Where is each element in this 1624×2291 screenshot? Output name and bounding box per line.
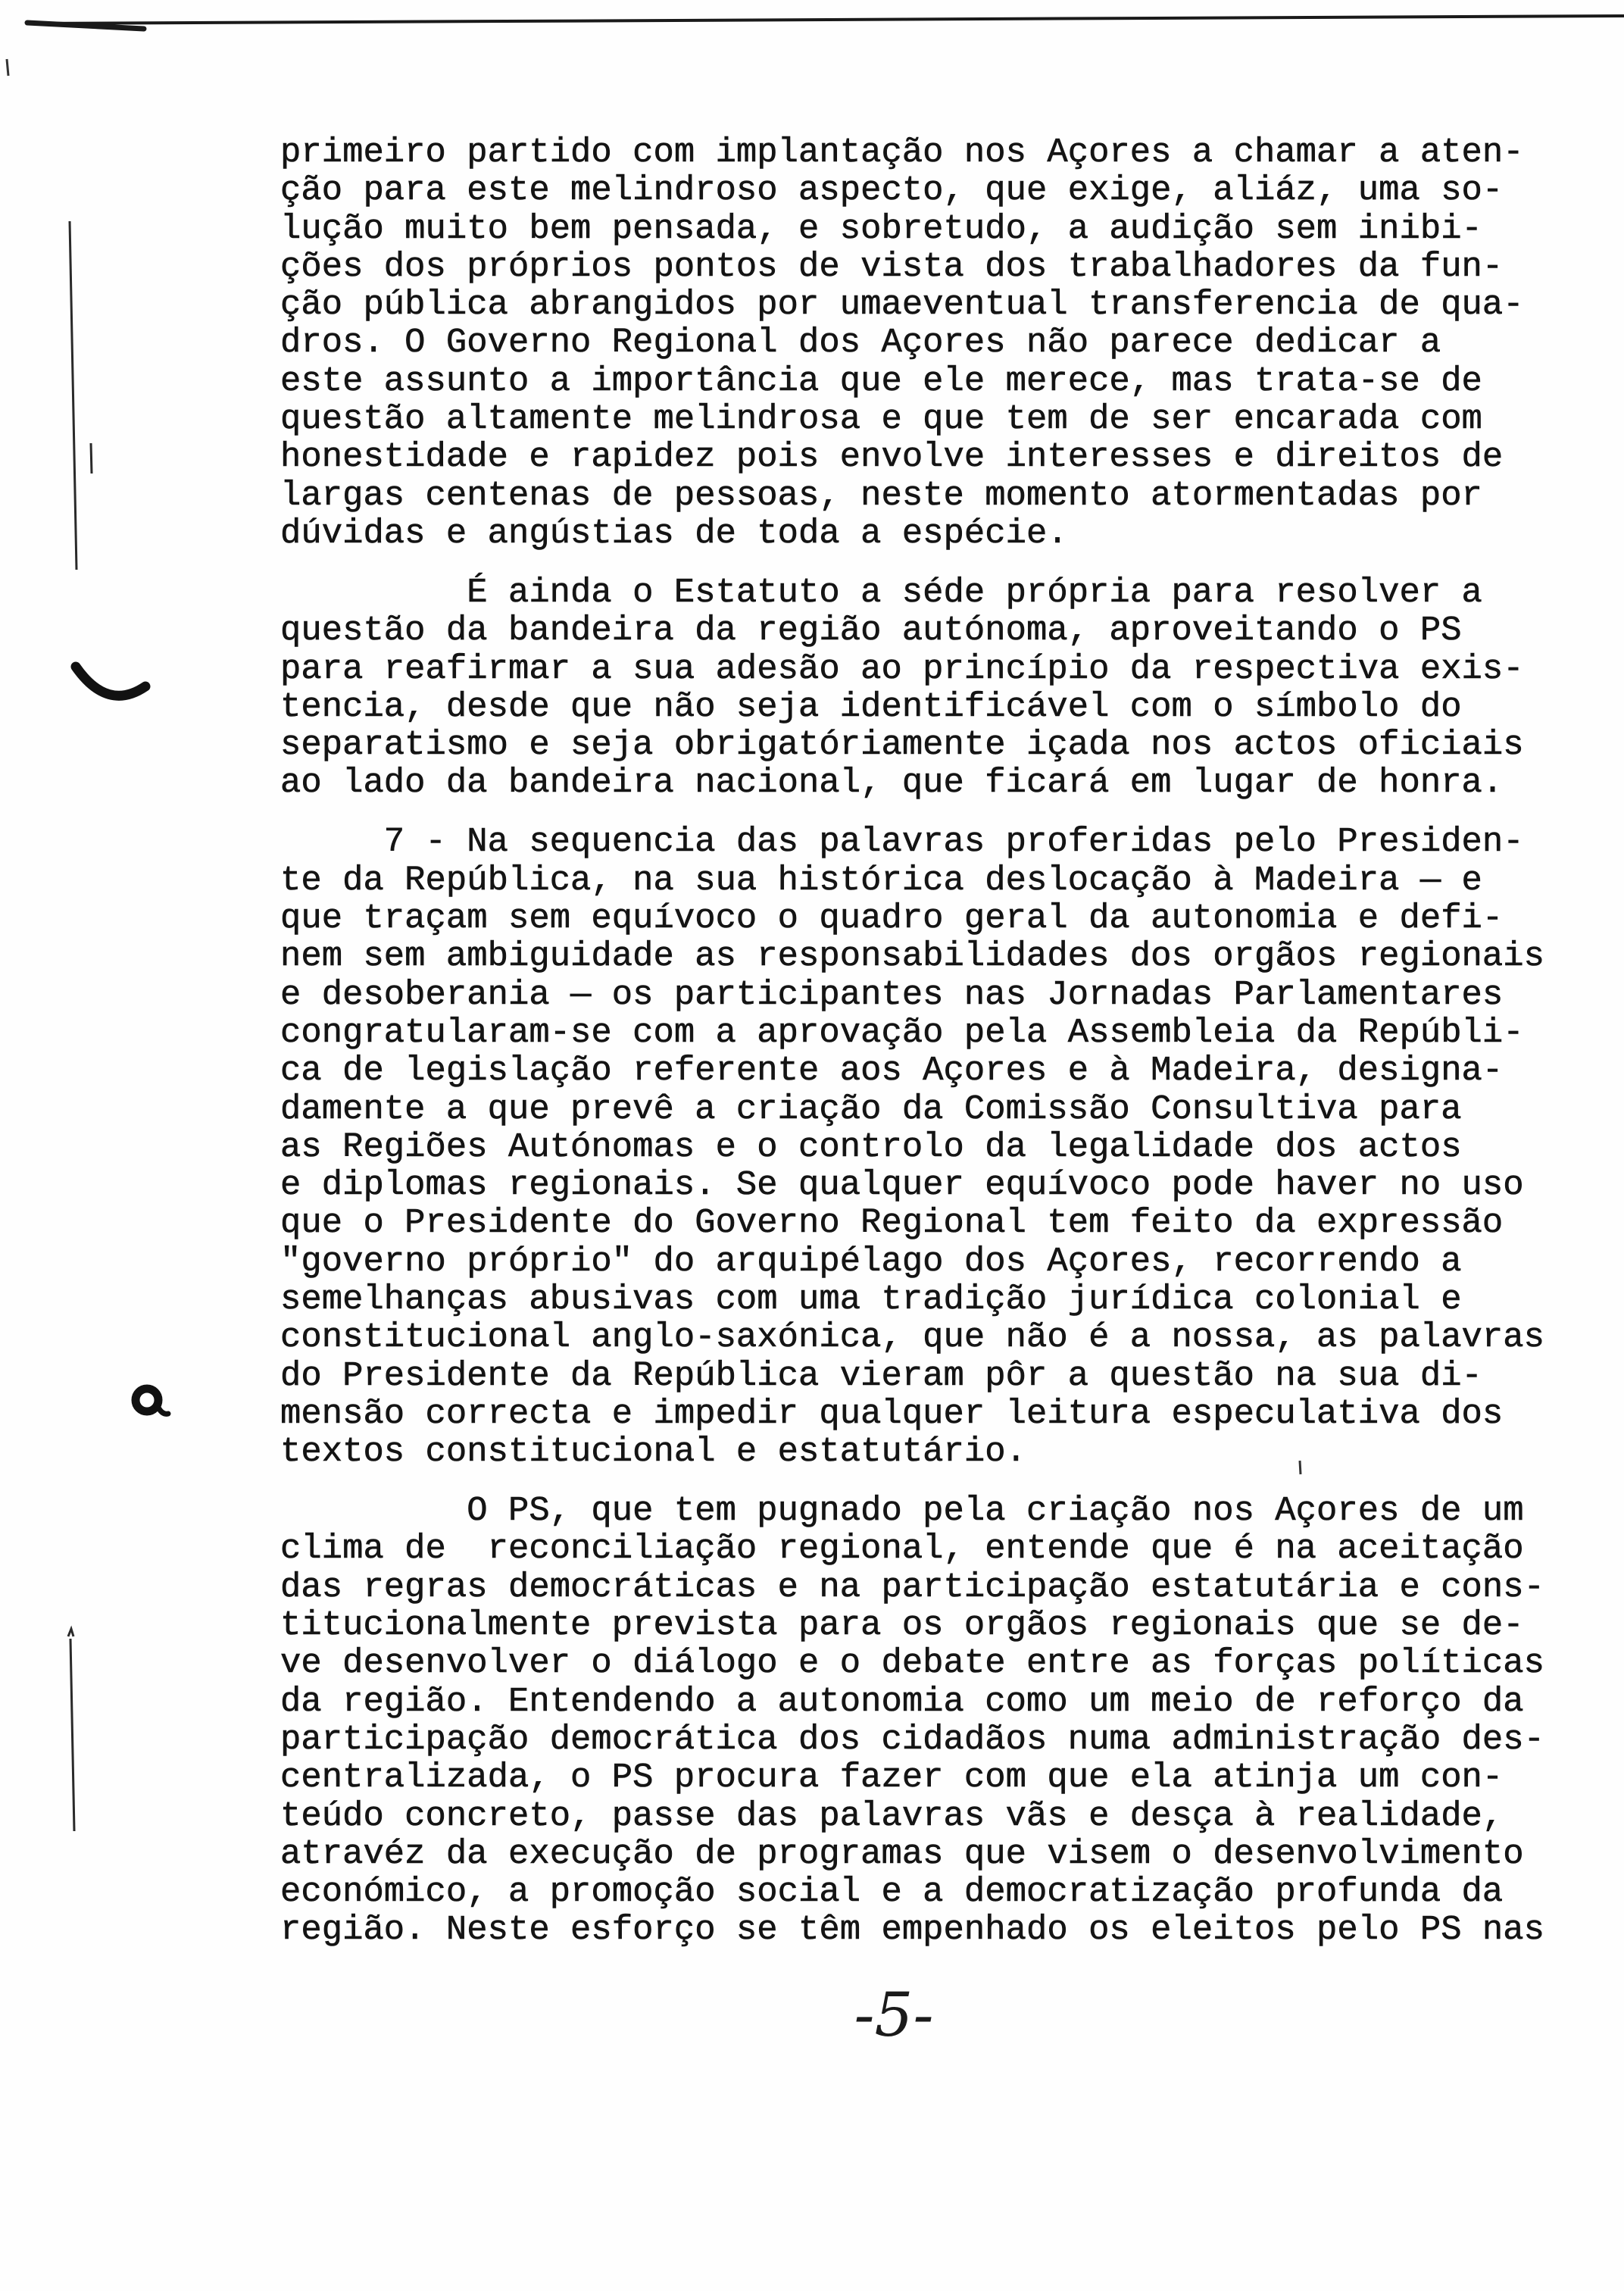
text-line: ve desenvolver o diálogo e o debate entre as forças políticas bbox=[280, 1643, 1545, 1683]
text-line: primeiro partido com implantação nos Açores a chamar a aten- bbox=[280, 133, 1524, 172]
text-line: centralizada, o PS procura fazer com que ela atinja um con- bbox=[280, 1758, 1504, 1798]
margin-line-lower bbox=[70, 1639, 74, 1831]
ink-blot-tail bbox=[158, 1406, 168, 1414]
text-line: atravéz da execução de programas que visem o desenvolvimento bbox=[280, 1833, 1524, 1874]
text-line: que o Presidente do Governo Regional tem feito da expressão bbox=[280, 1203, 1504, 1243]
text-line: dúvidas e angústias de toda a espécie. bbox=[280, 513, 1068, 553]
text-line: as Regiões Autónomas e o controlo da legalidade dos actos bbox=[280, 1127, 1462, 1167]
margin-mark-lower-tip bbox=[68, 1629, 73, 1636]
text-line: teúdo concreto, passe das palavras vãs e desça à realidade, bbox=[280, 1796, 1504, 1836]
ink-blot-curve bbox=[76, 667, 145, 695]
text-line: ca de legislação referente aos Açores e à Madeira, designa- bbox=[280, 1051, 1504, 1091]
text-line: dros. O Governo Regional dos Açores não parece dedicar a bbox=[280, 323, 1441, 363]
text-line: económico, a promoção social e a democratização profunda da bbox=[280, 1872, 1504, 1912]
text-line: participação democrática dos cidadãos numa administração des- bbox=[280, 1719, 1545, 1759]
text-line: honestidade e rapidez pois envolve interesses e direitos de bbox=[280, 437, 1504, 477]
text-line: damente a que prevê a criação da Comissão Consultiva para bbox=[280, 1089, 1462, 1129]
text-line: textos constitucional e estatutário. bbox=[280, 1432, 1026, 1472]
text-line: e desoberania — os participantes nas Jornadas Parlamentares bbox=[280, 974, 1504, 1014]
text-line: ções dos próprios pontos de vista dos trabalhadores da fun- bbox=[280, 246, 1504, 286]
paragraph-2 bbox=[280, 574, 1591, 802]
text-line: "governo próprio" do arquipélago dos Açores, recorrendo a bbox=[280, 1241, 1462, 1281]
text-line: do Presidente da República vieram pôr a questão na sua di- bbox=[280, 1355, 1482, 1396]
text-line: tencia, desde que não seja identificável com o símbolo do bbox=[280, 686, 1462, 727]
text-line: titucionalmente prevista para os orgãos regionais que se de- bbox=[280, 1605, 1524, 1646]
text-line: e diplomas regionais. Se qualquer equívoco pode haver no uso bbox=[280, 1165, 1524, 1205]
text-line: largas centenas de pessoas, neste momento atormentadas por bbox=[280, 475, 1482, 515]
text-line: nem sem ambiguidade as responsabilidades dos orgãos regionais bbox=[280, 936, 1545, 977]
text-line: ao lado da bandeira nacional, que ficará em lugar de honra. bbox=[280, 763, 1504, 803]
text-line: ção para este melindroso aspecto, que exige, aliáz, uma so- bbox=[280, 170, 1504, 211]
text-line: este assunto a importância que ele merece, mas trata-se de bbox=[280, 361, 1482, 401]
text-line: 7 - Na sequencia das palavras proferidas pelo Presiden- bbox=[383, 822, 1524, 862]
margin-mark-corner bbox=[7, 59, 8, 76]
text-line: É ainda o Estatuto a séde própria para resolver a bbox=[467, 572, 1482, 612]
text-line: O PS, que tem pugnado pela criação nos Açores de um bbox=[467, 1491, 1524, 1531]
text-line: separatismo e seja obrigatóriamente içada nos actos oficiais bbox=[280, 725, 1524, 765]
text-line: congratularam-se com a aprovação pela Assembleia da Repúbli- bbox=[280, 1012, 1524, 1052]
text-line: mensão correcta e impedir qualquer leitura especulativa dos bbox=[280, 1393, 1504, 1433]
paragraph-1 bbox=[280, 133, 1591, 552]
text-line: das regras democráticas e na participação estatutária e cons- bbox=[280, 1567, 1545, 1607]
scan-top-edge-line bbox=[30, 16, 1624, 23]
paragraph-3 bbox=[280, 823, 1591, 1471]
margin-line-upper bbox=[70, 221, 77, 570]
text-line: semelhanças abusivas com uma tradição jurídica colonial e bbox=[280, 1279, 1462, 1319]
text-line: questão altamente melindrosa e que tem de ser encarada com bbox=[280, 399, 1482, 439]
text-line: que traçam sem equívoco o quadro geral da autonomia e defi- bbox=[280, 899, 1504, 939]
text-line: da região. Entendendo a autonomia como um meio de reforço da bbox=[280, 1681, 1524, 1721]
margin-mark-short bbox=[91, 443, 92, 474]
text-line: constitucional anglo-saxónica, que não é a nossa, as palavras bbox=[280, 1317, 1545, 1358]
scan-top-edge-wedge bbox=[27, 23, 144, 29]
document-body bbox=[280, 133, 1591, 1949]
text-line: te da República, na sua histórica deslocação à Madeira — e bbox=[280, 860, 1482, 900]
text-line: ção pública abrangidos por umaeventual transferencia de qua- bbox=[280, 285, 1524, 325]
ink-blot-round bbox=[136, 1389, 158, 1411]
text-line: para reafirmar a sua adesão ao princípio da respectiva exis- bbox=[280, 649, 1524, 689]
text-line: clima de reconciliação regional, entende que é na aceitação bbox=[280, 1529, 1524, 1569]
text-line: lução muito bem pensada, e sobretudo, a audição sem inibi- bbox=[280, 208, 1482, 248]
page-number: -5- bbox=[854, 1980, 934, 2050]
paragraph-4 bbox=[280, 1492, 1591, 1949]
text-line: questão da bandeira da região autónoma, aproveitando o PS bbox=[280, 611, 1462, 651]
text-line: região. Neste esforço se têm empenhado os eleitos pelo PS nas bbox=[280, 1910, 1545, 1950]
